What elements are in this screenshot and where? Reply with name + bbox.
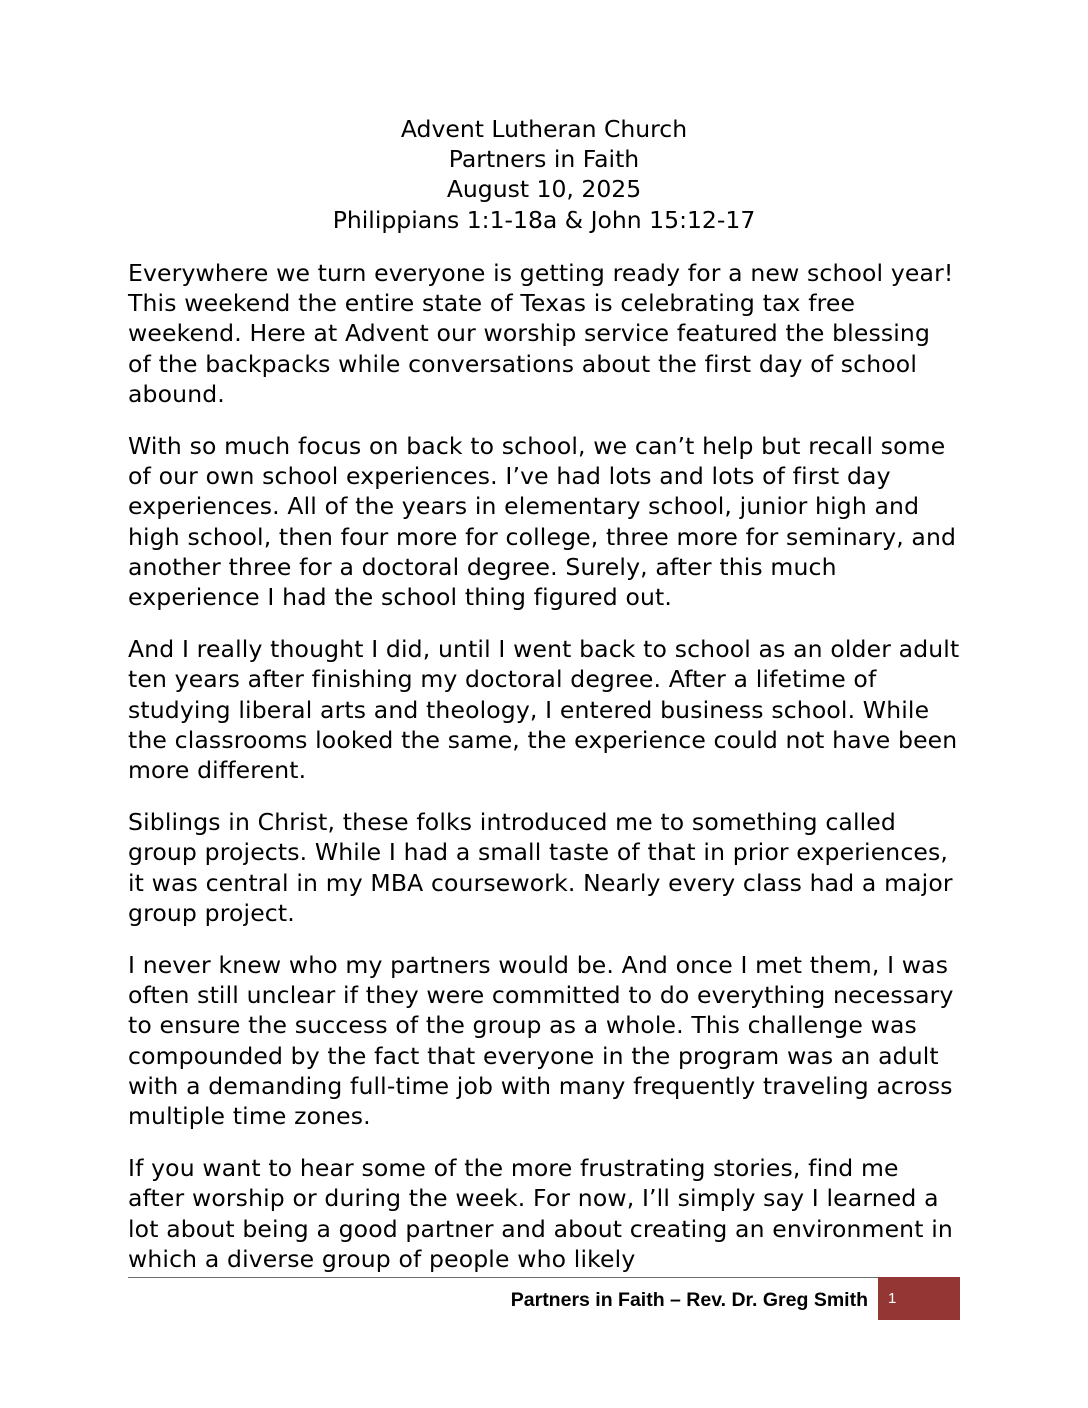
sermon-header bbox=[128, 114, 960, 235]
page-number: 1 bbox=[888, 1290, 897, 1307]
paragraph: If you want to hear some of the more frustrating stories, find me after worship or during the week. For now, I’ll simply say I learned a lot about being a good partner and about creating an environment in which a diverse group of people who likely bbox=[128, 1154, 953, 1273]
sermon-date: August 10, 2025 bbox=[446, 175, 642, 204]
paragraph: I never knew who my partners would be. And once I met them, I was often still unclear if they were committed to do everything necessary to ensure the success of the group as a whole. This challenge was compounded by the fact that everyone in the program was an adult with a demanding full-time job with many frequently traveling across multiple time zones. bbox=[128, 951, 954, 1131]
paragraph: Everywhere we turn everyone is getting ready for a new school year! This weekend the entire state of Texas is celebrating tax free weekend. Here at Advent our worship service featured the blessing of the backpacks while conversations about the first day of school abound. bbox=[128, 259, 954, 408]
paragraph: With so much focus on back to school, we can’t help but recall some of our own school experiences. I’ve had lots and lots of first day experiences. All of the years in elementary school, junior high and high school, then four more for college, three more for seminary, and another three for a doctoral degree. Surely, after this much experience I had the school thing figured out. bbox=[128, 432, 957, 612]
paragraph: Siblings in Christ, these folks introduced me to something called group projects. While I had a small taste of that in prior experiences, it was central in my MBA coursework. Nearly every class had a major group project. bbox=[128, 808, 953, 927]
scripture-reference: Philippians 1:1-18a & John 15:12-17 bbox=[332, 205, 756, 234]
sermon-body bbox=[128, 258, 960, 1296]
paragraph: And I really thought I did, until I went back to school as an older adult ten years after finishing my doctoral degree. After a lifetime of studying liberal arts and theology, I entered business school. While the classrooms looked the same, the experience could not have been more different. bbox=[128, 635, 960, 785]
footer-divider bbox=[128, 1277, 878, 1278]
church-name: Advent Lutheran Church bbox=[400, 115, 688, 143]
footer-title: Partners in Faith – Rev. Dr. Greg Smith bbox=[510, 1289, 868, 1311]
page-number-badge bbox=[878, 1277, 960, 1320]
sermon-title: Partners in Faith bbox=[448, 145, 640, 174]
